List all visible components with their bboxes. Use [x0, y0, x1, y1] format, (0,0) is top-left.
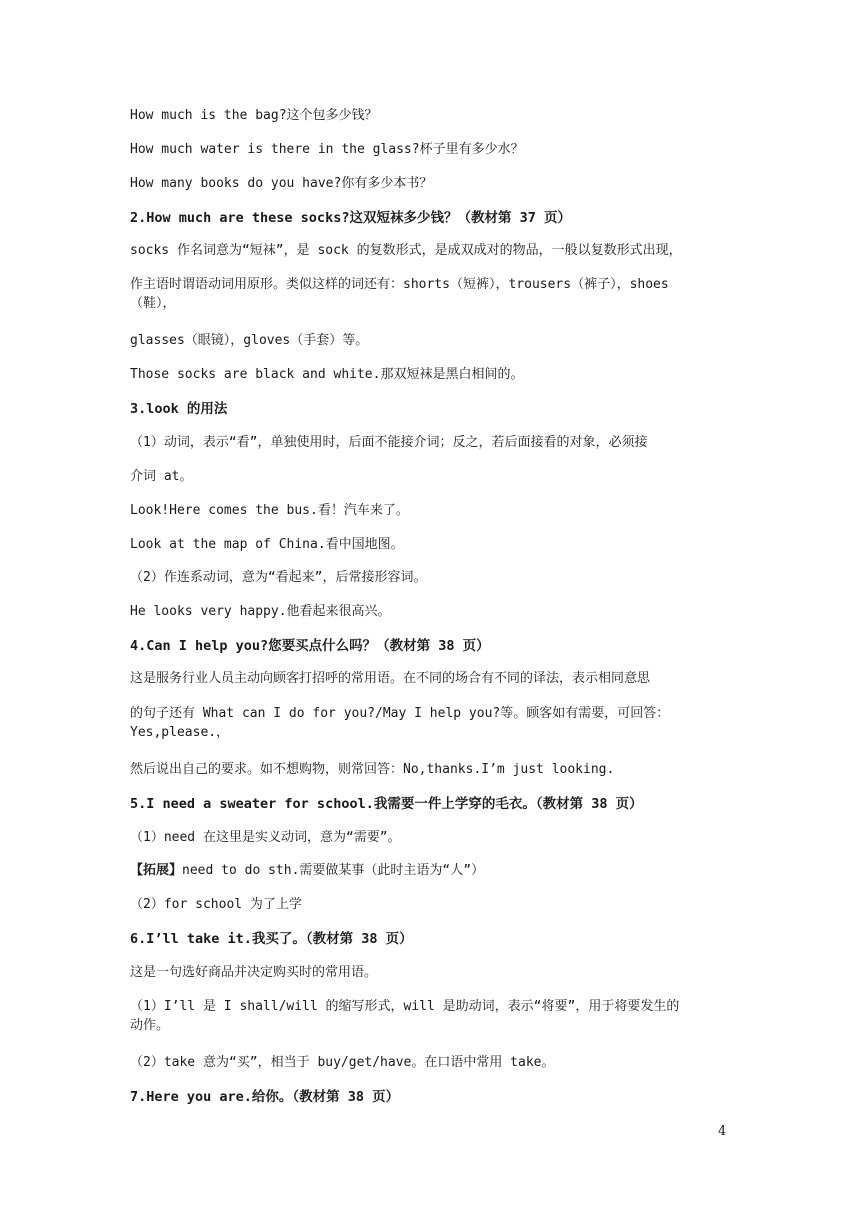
section-heading: 5.I need a sweater for school.我需要一件上学穿的毛衣。（教材第 38 页） [130, 796, 643, 812]
example-sentence: How many books do you have?你有多少本书？ [130, 176, 433, 191]
paragraph-line: 然后说出自己的要求。如不想购物，则常回答：No,thanks.I’m just looking. [130, 762, 615, 777]
example-sentence: Those socks are black and white.那双短袜是黑白相间的。 [130, 367, 524, 382]
example-sentence: He looks very happy.他看起来很高兴。 [130, 604, 391, 619]
section-heading: 4.Can I help you?您要买点什么吗？（教材第 38 页） [130, 638, 490, 654]
extension-text: need to do sth.需要做某事（此时主语为“人”） [182, 863, 485, 878]
paragraph-line: （1）动词，表示“看”，单独使用时，后面不能接介词；反之，若后面接看的对象，必须接 [130, 435, 648, 450]
paragraph-line: 这是一句选好商品并决定购买时的常用语。 [130, 965, 378, 980]
section-heading: 2.How much are these socks?这双短袜多少钱？（教材第 37 页） [130, 210, 571, 226]
paragraph-line [130, 862, 735, 880]
section-heading: 6.I’ll take it.我买了。（教材第 38 页） [130, 931, 413, 947]
example-sentence: How much is the bag?这个包多少钱？ [130, 108, 378, 123]
paragraph-line: Yes,please.， [130, 725, 230, 740]
paragraph-line: （鞋）， [130, 296, 176, 311]
paragraph-line: 作主语时谓语动词用原形。类似这样的词还有：shorts（短裤），trousers（裤子），shoes [130, 277, 669, 292]
extension-tag: 【拓展】 [130, 863, 183, 878]
paragraph-line: 动作。 [130, 1018, 170, 1033]
section-heading: 7.Here you are.给你。（教材第 38 页） [130, 1089, 400, 1105]
paragraph-line: （1）need 在这里是实义动词，意为“需要”。 [130, 830, 401, 845]
paragraph-line: 的句子还有 What can I do for you?/May I help you?等。顾客如有需要，可回答： [130, 706, 670, 721]
paragraph-line: （1）I’ll 是 I shall/will 的缩写形式，will 是助动词，表示“将要”，用于将要发生的 [130, 999, 680, 1014]
example-sentence: Look at the map of China.看中国地图。 [130, 537, 404, 552]
paragraph-line: glasses（眼镜），gloves（手套）等。 [130, 333, 369, 348]
section-heading: 3.look 的用法 [130, 401, 228, 417]
paragraph-line: （2）作连系动词，意为“看起来”，后常接形容词。 [130, 570, 427, 585]
paragraph-line: （2）take 意为“买”，相当于 buy/get/have。在口语中常用 take。 [130, 1055, 555, 1070]
paragraph-line: socks 作名词意为“短袜”，是 sock 的复数形式，是成双成对的物品，一般以复数形式出现， [130, 243, 682, 258]
page-number: 4 [718, 1124, 727, 1139]
example-sentence: How much water is there in the glass?杯子里有多少水？ [130, 142, 524, 157]
example-sentence: Look!Here comes the bus.看！汽车来了。 [130, 503, 409, 518]
paragraph-line: 这是服务行业人员主动向顾客打招呼的常用语。在不同的场合有不同的译法，表示相同意思 [130, 671, 651, 686]
paragraph-line: （2）for school 为了上学 [130, 897, 302, 912]
paragraph-line: 介词 at。 [130, 469, 193, 484]
